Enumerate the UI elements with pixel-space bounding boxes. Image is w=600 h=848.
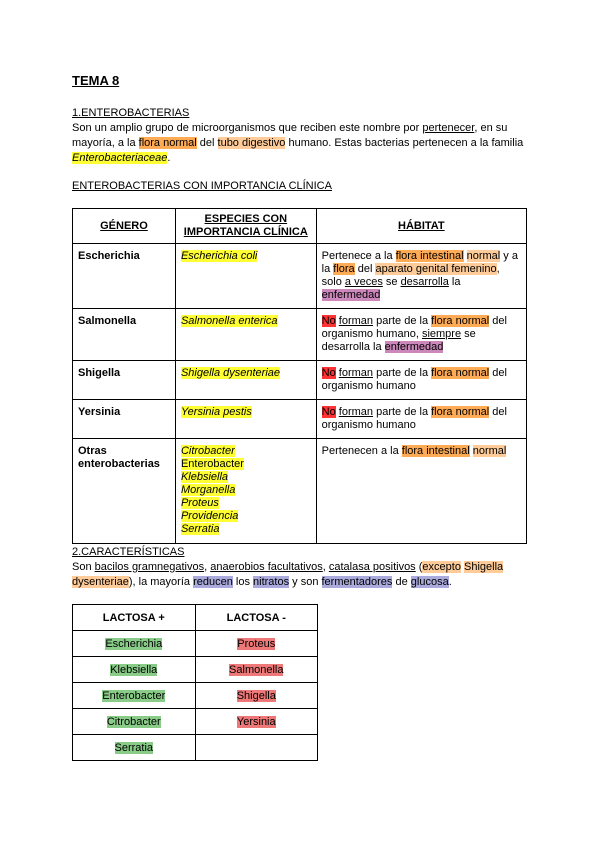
species-name: Serratia [180,523,220,535]
highlight: No [321,367,336,379]
highlight: reducen [193,576,233,588]
species-cell [175,244,316,309]
highlight: aparato genital femenino [375,263,497,275]
genus-name: Citrobacter [106,715,161,728]
text: . [448,576,452,588]
species-name: Providencia [180,510,239,522]
lactose-table [72,604,318,761]
text: , [204,561,211,573]
text: se [382,276,401,288]
table-row [73,735,318,761]
genus-cell: Otras enterobacterias [73,439,176,544]
section2-heading: 2.CARACTERÍSTICAS [72,546,185,558]
text: a veces [344,276,383,288]
header-habitat: HÁBITAT [316,209,526,244]
positive-cell [73,657,196,683]
text: parte de la [373,406,432,418]
positive-cell [73,683,196,709]
text: del organismo humano [321,406,507,431]
genus-name: Klebsiella [110,663,158,676]
species-name: Proteus [180,497,219,509]
text: la [448,276,461,288]
text: Son [72,561,95,573]
highlight: No [321,406,336,418]
genus-name: Shigella [236,689,276,702]
table-row [73,244,527,309]
highlight: glucosa [410,576,449,588]
section1-heading: 1.ENTEROBACTERIAS [72,107,190,119]
positive-cell [73,631,196,657]
habitat-cell [316,309,526,361]
highlight: nitratos [253,576,290,588]
highlight: No [321,315,336,327]
text: desarrolla [400,276,449,288]
negative-cell [195,683,317,709]
text: y son [289,576,322,588]
negative-cell [195,657,317,683]
text: humano. Estas bacterias pertenecen a la familia [285,137,524,149]
text: Son un amplio grupo de microorganismos que reciben este nombre por [72,122,423,134]
text: Pertenece a la [321,250,396,262]
highlight: flora intestinal [401,445,470,457]
text: . [167,152,171,164]
highlight: fermentadores [321,576,393,588]
text: ), la mayoría [128,576,194,588]
species-cell [175,309,316,361]
text: anaerobios facultativos [210,561,323,573]
highlight: flora [333,263,355,275]
habitat-cell [316,244,526,309]
page-title: TEMA 8 [72,73,120,88]
text: ( [415,561,423,573]
highlight: normal [466,250,501,262]
text: del organismo humano [321,367,507,392]
highlight: Shigella dysenteriae [72,561,504,588]
species-name: Salmonella enterica [180,315,278,327]
genus-name: Yersinia [236,715,276,728]
text: se desarrolla la [321,328,476,353]
text: , [415,328,422,340]
text: pertenecer [422,122,475,134]
species-name: Yersinia pestis [180,406,252,418]
table-header-row [73,209,527,244]
species-name: Citrobacter [180,445,235,457]
highlight: flora normal [138,137,197,149]
habitat-cell [316,361,526,400]
highlight: excepto [422,561,461,573]
genus-cell: Salmonella [73,309,176,361]
table-row [73,439,527,544]
subheading: ENTEROBACTERIAS CON IMPORTANCIA CLÍNICA [72,180,332,192]
highlight: enfermedad [321,289,381,301]
positive-cell [73,735,196,761]
positive-cell [73,709,196,735]
text: , en su mayoría, a la [72,122,508,149]
text: catalasa positivos [328,561,416,573]
text: , solo [321,263,500,288]
table-row [73,657,318,683]
genus-name: Salmonella [229,663,284,676]
header-species: ESPECIES CON IMPORTANCIA CLÍNICA [175,209,316,244]
text: de [392,576,411,588]
species-cell [175,439,316,544]
text: forman [338,315,374,327]
table-row [73,361,527,400]
highlight: tubo digestivo [217,137,286,149]
table-row [73,683,318,709]
habitat-cell [316,439,526,544]
header-lactose-negative: LACTOSA - [195,605,317,631]
negative-cell [195,631,317,657]
text: del [354,263,376,275]
species-name: Morganella [180,484,236,496]
genus-name: Serratia [114,741,154,754]
highlight: enfermedad [384,341,444,353]
table-row [73,631,318,657]
genus-name: Escherichia [105,637,163,650]
highlight: Enterobacteriaceae [72,152,168,164]
text: siempre [421,328,462,340]
text: y a la [321,250,518,275]
genus-name: Enterobacter [102,689,166,702]
header-lactose-positive: LACTOSA + [73,605,196,631]
highlight: flora normal [431,367,490,379]
genus-table [72,208,527,544]
species-cell [175,400,316,439]
table-row [73,400,527,439]
text: forman [338,367,374,379]
table-row [73,309,527,361]
table-header-row [73,605,318,631]
highlight: flora normal [431,315,490,327]
highlight: flora intestinal [395,250,464,262]
text: del [196,137,218,149]
table-row [73,709,318,735]
text: los [232,576,254,588]
text: parte de la [373,315,432,327]
species-name: Shigella dysenteriae [180,367,281,379]
text: , [322,561,329,573]
negative-cell [195,735,317,761]
habitat-cell [316,400,526,439]
highlight: flora normal [431,406,490,418]
species-name: Klebsiella [180,471,229,483]
species-cell [175,361,316,400]
genus-cell: Yersinia [73,400,176,439]
genus-name: Proteus [237,637,276,650]
text: parte de la [373,367,432,379]
highlight: normal [472,445,507,457]
genus-cell: Shigella [73,361,176,400]
section2-paragraph [72,560,537,590]
text: Pertenecen a la [321,445,402,457]
genus-cell: Escherichia [73,244,176,309]
species-name: Enterobacter [180,458,244,470]
negative-cell [195,709,317,735]
section1-paragraph [72,121,532,166]
text: del organismo humano [321,315,507,340]
header-genus: GÉNERO [73,209,176,244]
text: bacilos gramnegativos [94,561,205,573]
species-name: Escherichia coli [180,250,258,262]
text: forman [338,406,374,418]
